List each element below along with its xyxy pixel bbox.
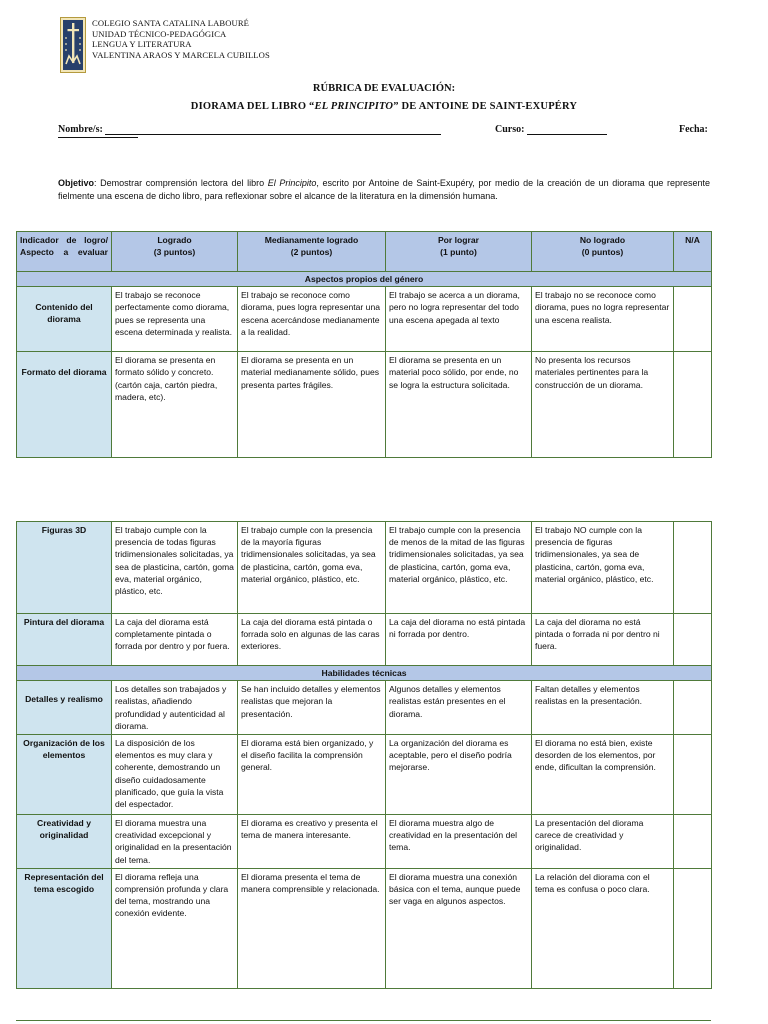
header-level-3 xyxy=(112,232,238,272)
criteria-cell-1: El diorama se presenta en un material poco sólido, por ende, no se logra la estructura solicitada. xyxy=(386,352,532,458)
school-info xyxy=(92,18,270,60)
subtitle-suffix: ” DE ANTOINE DE SAINT-EXUPÉRY xyxy=(393,101,578,112)
level-points: (0 puntos) xyxy=(581,247,624,258)
table-row-organizacion xyxy=(17,735,712,815)
na-cell[interactable] xyxy=(674,735,712,815)
fecha-label: Fecha: xyxy=(679,124,708,135)
school-unit: UNIDAD TÉCNICO-PEDAGÓGICA xyxy=(92,28,227,39)
na-cell[interactable] xyxy=(674,522,712,614)
header-level-0 xyxy=(532,232,674,272)
na-cell[interactable] xyxy=(674,352,712,458)
rubric-table-2 xyxy=(16,521,712,989)
header-na: N/A xyxy=(674,232,712,272)
indicator-cell: Formato del diorama xyxy=(17,352,112,458)
criteria-cell-3: La caja del diorama está completamente pintada o forrada por dentro y por fuera. xyxy=(112,614,238,666)
criteria-cell-0: No presenta los recursos materiales pertinentes para la construcción de un diorama. xyxy=(532,352,674,458)
curso-field[interactable] xyxy=(495,124,607,135)
criteria-cell-2: El diorama es creativo y presenta el tema de manera interesante. xyxy=(238,815,386,869)
criteria-cell-1: El trabajo se acerca a un diorama, pero no logra representar del todo una escena apegada al texto xyxy=(386,287,532,352)
table-row-contenido xyxy=(17,287,712,352)
criteria-cell-2: El diorama se presenta en un material medianamente sólido, pues presenta partes frágiles. xyxy=(238,352,386,458)
criteria-cell-1: Algunos detalles y elementos realistas están presentes en el diorama. xyxy=(386,681,532,735)
criteria-cell-0: La relación del diorama con el tema es confusa o poco clara. xyxy=(532,868,674,988)
table-row-figuras xyxy=(17,522,712,614)
nombre-field[interactable] xyxy=(58,124,441,135)
criteria-cell-2: El trabajo cumple con la presencia de la mayoría figuras tridimensionales solicitadas, ya sea de plasticina, cartón, goma eva, material orgánico, plástico, etc. xyxy=(238,522,386,614)
section-row-skills xyxy=(17,666,712,681)
subtitle-prefix: DIORAMA DEL LIBRO “ xyxy=(190,101,315,112)
section-title: Aspectos propios del género xyxy=(17,272,712,287)
level-label: Por lograr xyxy=(437,235,480,245)
criteria-cell-0: El trabajo NO cumple con la presencia de figuras tridimensionales, ya sea de plasticina, cartón, goma eva, material orgánico, plástico, etc. xyxy=(532,522,674,614)
criteria-cell-0: El diorama no está bien, existe desorden de los elementos, por ende, dificultan la comprensión. xyxy=(532,735,674,815)
criteria-cell-3: El diorama se presenta en formato sólido y concreto.(cartón caja, cartón piedra, madera, etc). xyxy=(112,352,238,458)
fecha-field[interactable] xyxy=(679,124,708,135)
objective-text-b: , escrito por Antoine de Saint-Exupéry, por medio de la creación de un diorama que represente fielmente una escena de dicho libro, para reflexionar sobre el alcance de la literatura en la dimensión humana. xyxy=(58,178,710,201)
indicator-cell: Creatividad y originalidad xyxy=(17,815,112,869)
document-title: RÚBRICA DE EVALUACIÓN: xyxy=(312,83,456,94)
level-label: Logrado xyxy=(157,235,192,245)
objective-book: El Principito xyxy=(267,178,317,188)
level-points: (2 puntos) xyxy=(290,247,333,258)
header-level-1 xyxy=(386,232,532,272)
table-row-formato xyxy=(17,352,712,458)
criteria-cell-1: El diorama muestra algo de creatividad en la presentación del tema. xyxy=(386,815,532,869)
subtitle-book: EL PRINCIPITO xyxy=(314,101,394,112)
criteria-cell-3: El trabajo cumple con la presencia de todas figuras tridimensionales solicitadas, ya sea de plasticina, cartón, goma eva, material orgánico, plástico, etc. xyxy=(112,522,238,614)
level-label: No logrado xyxy=(579,235,626,245)
criteria-cell-2: El trabajo se reconoce como diorama, pues logra representar una escena acercándose medianamente a la realidad. xyxy=(238,287,386,352)
level-points: (1 punto) xyxy=(440,247,477,258)
criteria-cell-0: Faltan detalles y elementos realistas en la presentación. xyxy=(532,681,674,735)
criteria-cell-0: El trabajo no se reconoce como diorama, pues no logra representar una escena realista. xyxy=(532,287,674,352)
criteria-cell-0: La presentación del diorama carece de creatividad y originalidad. xyxy=(532,815,674,869)
level-label: Medianamente logrado xyxy=(264,235,359,245)
criteria-cell-3: El diorama muestra una creatividad excepcional y originalidad en la presentación del tema. xyxy=(112,815,238,869)
next-page-table-edge xyxy=(16,1020,711,1021)
level-points: (3 puntos) xyxy=(153,247,196,258)
table-row-pintura xyxy=(17,614,712,666)
criteria-cell-1: La caja del diorama no está pintada ni forrada por dentro. xyxy=(386,614,532,666)
fecha-line[interactable] xyxy=(58,137,138,138)
curso-label: Curso: xyxy=(495,124,525,135)
curso-line[interactable] xyxy=(527,125,607,135)
section-title: Habilidades técnicas xyxy=(17,666,712,681)
rubric-table-1 xyxy=(16,231,712,458)
criteria-cell-3: La disposición de los elementos es muy clara y coherente, demostrando un diseño cuidadosamente planificado, que guía la vista del espectador. xyxy=(112,735,238,815)
na-cell[interactable] xyxy=(674,868,712,988)
criteria-cell-0: La caja del diorama no está pintada o forrada ni por dentro ni fuera. xyxy=(532,614,674,666)
indicator-cell: Detalles y realismo xyxy=(17,681,112,735)
criteria-cell-3: Los detalles son trabajados y realistas, añadiendo profundidad y autenticidad al diorama. xyxy=(112,681,238,735)
na-cell[interactable] xyxy=(674,681,712,735)
school-subject: LENGUA Y LITERATURA xyxy=(92,39,192,50)
criteria-cell-3: El trabajo se reconoce perfectamente como diorama, pues se representa una escena determinada y realista. xyxy=(112,287,238,352)
criteria-cell-1: El diorama muestra una conexión básica con el tema, aunque puede ser vaga en algunos aspectos. xyxy=(386,868,532,988)
header-level-2 xyxy=(238,232,386,272)
nombre-label: Nombre/s: xyxy=(58,124,103,135)
criteria-cell-2: La caja del diorama está pintada o forrada solo en algunas de las caras exteriores. xyxy=(238,614,386,666)
school-logo xyxy=(60,17,86,73)
indicator-cell: Pintura del diorama xyxy=(17,614,112,666)
objective-text-a: : Demostrar comprensión lectora del libro xyxy=(94,178,268,188)
criteria-cell-2: El diorama está bien organizado, y el diseño facilita la comprensión general. xyxy=(238,735,386,815)
na-cell[interactable] xyxy=(674,815,712,869)
criteria-cell-2: Se han incluido detalles y elementos realistas que mejoran la presentación. xyxy=(238,681,386,735)
criteria-cell-1: La organización del diorama es aceptable, pero el diseño podría mejorarse. xyxy=(386,735,532,815)
table-row-representacion xyxy=(17,868,712,988)
table-row-creatividad xyxy=(17,815,712,869)
criteria-cell-1: El trabajo cumple con la presencia de menos de la mitad de las figuras tridimensionales solicitadas, ya sea de plasticina, cartón, goma eva, material orgánico, plástico, etc. xyxy=(386,522,532,614)
na-cell[interactable] xyxy=(674,287,712,352)
document-subtitle xyxy=(0,101,768,112)
indicator-cell: Representación del tema escogido xyxy=(17,868,112,988)
school-teachers: VALENTINA ARAOS Y MARCELA CUBILLOS xyxy=(92,49,270,60)
objective xyxy=(58,177,710,203)
objective-label: Objetivo xyxy=(58,178,95,188)
nombre-line[interactable] xyxy=(105,125,441,135)
table-header-row xyxy=(17,232,712,272)
criteria-cell-2: El diorama presenta el tema de manera comprensible y relacionada. xyxy=(238,868,386,988)
indicator-cell: Figuras 3D xyxy=(17,522,112,614)
criteria-cell-3: El diorama refleja una comprensión profunda y clara del tema, mostrando una conexión evidente. xyxy=(112,868,238,988)
school-name: COLEGIO SANTA CATALINA LABOURÉ xyxy=(92,18,250,28)
section-row-genre xyxy=(17,272,712,287)
table-row-detalles xyxy=(17,681,712,735)
header-indicator: Indicador de logro/ Aspecto a evaluar xyxy=(17,232,112,272)
indicator-cell: Organización de los elementos xyxy=(17,735,112,815)
indicator-cell: Contenido del diorama xyxy=(17,287,112,352)
na-cell[interactable] xyxy=(674,614,712,666)
